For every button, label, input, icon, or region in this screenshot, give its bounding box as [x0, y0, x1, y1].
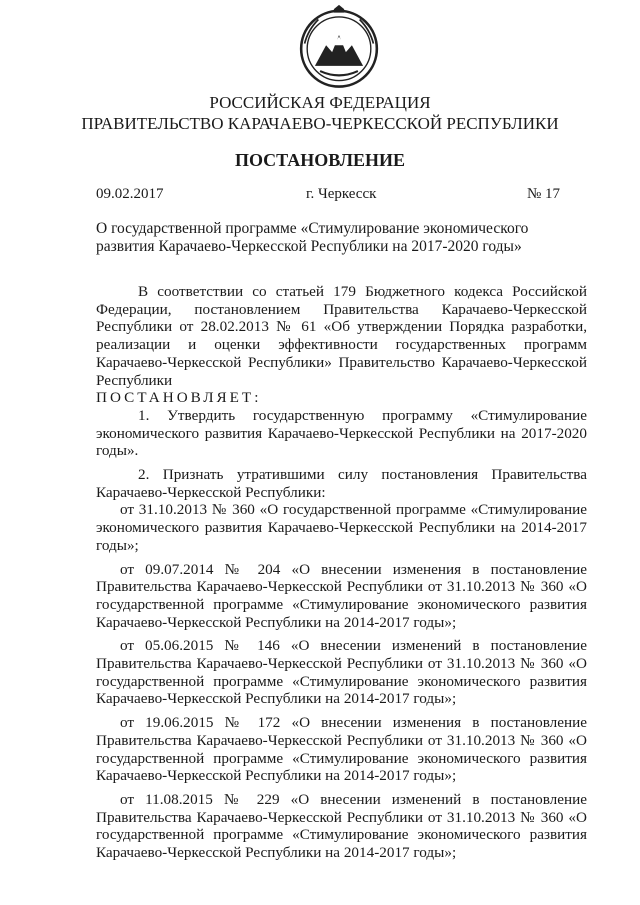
document-number: № 17 — [526, 186, 560, 202]
header-country: РОССИЙСКАЯ ФЕДЕРАЦИЯ — [209, 93, 431, 112]
decree-word: ПОСТАНОВЛЯЕТ: — [96, 389, 262, 407]
repealed-item: от 11.08.2015 № 229 «О внесении изменений в постановление Правительства Карачаево-Черкесской Республики от 31.10.2013 № 360 «О государственной программе «Стимулирование экономического развития Карачаево-Черкесской Республики на 2014-2017 годы»; — [96, 790, 587, 862]
intro-paragraph: В соответствии со статьей 179 Бюджетного кодекса Российской Федерации, постановлением Правительства Карачаево-Черкесской Республики от 28.02.2013 № 61 «Об утверждении Порядка разработки, реализации и оценки эффективности государственных программ Карачаево-Черкесской Республики» Правительство Карачаево-Черкесской Республики — [96, 283, 587, 389]
document-body — [96, 283, 587, 862]
coat-of-arms-emblem-icon — [296, 4, 382, 90]
point-1: 1. Утвердить государственную программу «Стимулирование экономического развития Карачаево-Черкесской Республики на 2017-2020 годы». — [96, 406, 587, 460]
header-government: ПРАВИТЕЛЬСТВО КАРАЧАЕВО-ЧЕРКЕССКОЙ РЕСПУБЛИКИ — [81, 114, 559, 133]
document-city: г. Черкесск — [306, 186, 377, 202]
document-date: 09.02.2017 — [96, 186, 164, 202]
repealed-item: от 09.07.2014 № 204 «О внесении изменения в постановление Правительства Карачаево-Черкесской Республики от 31.10.2013 № 360 «О государственной программе «Стимулирование экономического развития Карачаево-Черкесской Республики на 2014-2017 годы»; — [96, 560, 587, 631]
document-type-title: ПОСТАНОВЛЕНИЕ — [234, 150, 406, 170]
repealed-item: от 05.06.2015 № 146 «О внесении изменений в постановление Правительства Карачаево-Черкесской Республики от 31.10.2013 № 360 «О государственной программе «Стимулирование экономического развития Карачаево-Черкесской Республики на 2014-2017 годы»; — [96, 637, 587, 708]
repealed-item: от 31.10.2013 № 360 «О государственной программе «Стимулирование экономического развития Карачаево-Черкесской Республики на 2014-2017 годы»; — [96, 501, 587, 554]
repealed-item: от 19.06.2015 № 172 «О внесении изменения в постановление Правительства Карачаево-Черкесской Республики от 31.10.2013 № 360 «О государственной программе «Стимулирование экономического развития Карачаево-Черкесской Республики на 2014-2017 годы»; — [96, 714, 587, 785]
document-subject: О государственной программе «Стимулирование экономического развития Карачаево-Черкесской Республики на 2017-2020 годы» — [96, 220, 529, 255]
point-2: 2. Признать утратившими силу постановления Правительства Карачаево-Черкесской Республики: — [96, 466, 587, 501]
